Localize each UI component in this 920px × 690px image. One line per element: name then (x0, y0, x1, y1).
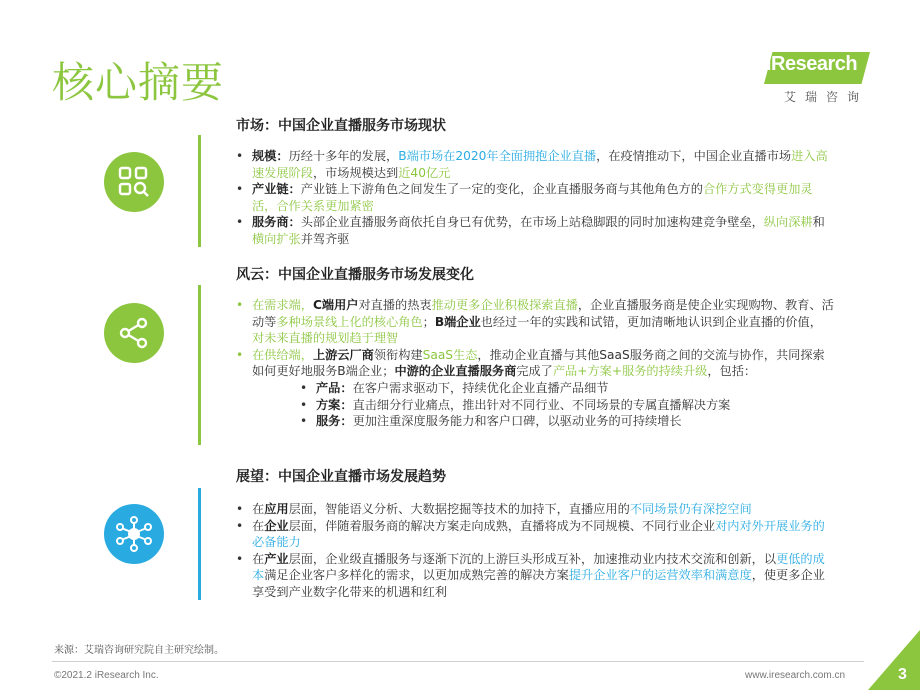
copyright: ©2021.2 iResearch Inc. (54, 670, 159, 681)
list-item: • 方案：直击细分行业痛点，推出针对不同行业、不同场景的专属直播解决方案 (300, 397, 834, 414)
section-divider-bar (198, 285, 201, 445)
trends-bullets (234, 297, 834, 430)
section-divider-bar (198, 488, 201, 600)
iresearch-logo (760, 48, 872, 106)
section-divider-bar (198, 135, 201, 247)
list-item: • 产品：在客户需求驱动下，持续优化企业直播产品细节 (300, 380, 834, 397)
source-note: 来源：艾瑞咨询研究院自主研究绘制。 (54, 645, 224, 656)
list-item: • 服务商：头部企业直播服务商依托自身已有优势，在市场上站稳脚跟的同时加速构建竞争壁垒，纵向深耕和横向扩张并驾齐驱 (234, 214, 834, 247)
section-heading-market: 市场：中国企业直播服务市场现状 (236, 118, 446, 134)
section-heading-outlook: 展望：中国企业直播市场发展趋势 (236, 469, 446, 485)
website-url: www.iresearch.com.cn (745, 670, 846, 681)
list-item: • 在供给端，上游云厂商领衔构建SaaS生态，推动企业直播与其他SaaS服务商之间的交流与协作，共同探索如何更好地服务B端企业；中游的企业直播服务商完成了产品+方案+服务的持续升级，包括： • 产品：在客户需求驱动下，持续优化企业直播产品细节 • 方案：直击细分行业痛点，推出针对不同行业、不同场景的专属直播解决方案 • 服务：更加注重深度服务能力和客户口碑，以驱动业务的可持续增长 (234, 347, 834, 430)
list-item: • 在需求端，C端用户对直播的热衷推动更多企业积极探索直播，企业直播服务商是使企业实现购物、教育、活动等多种场景线上化的核心角色；B端企业也经过一年的实践和试错，更加清晰地认识到企业直播的价值，对未来直播的规划趋于理智 (234, 297, 834, 347)
share-icon (104, 303, 164, 363)
list-item: • 规模：历经十多年的发展，B端市场在2020年全面拥抱企业直播，在疫情推动下，中国企业直播市场进入高速发展阶段，市场规模达到近40亿元 (234, 148, 834, 181)
market-bullets (234, 148, 834, 248)
logo-subtitle: 艾瑞咨询 (784, 90, 869, 104)
list-item: • 在企业层面，伴随着服务商的解决方案走向成熟，直播将成为不同规模、不同行业企业对内对外开展业务的必备能力 (234, 518, 834, 551)
section-heading-trends: 风云：中国企业直播服务市场发展变化 (236, 267, 474, 283)
list-item: • 产业链：产业链上下游角色之间发生了一定的变化，企业直播服务商与其他角色方的合作方式变得更加灵活，合作关系更加紧密 (234, 181, 834, 214)
page-corner-decoration (868, 630, 920, 690)
grid-search-icon (104, 152, 164, 212)
sub-bullets (300, 380, 834, 430)
footer-divider (52, 661, 864, 662)
page-title: 核心摘要 (52, 58, 225, 107)
network-icon (104, 504, 164, 564)
outlook-bullets (234, 501, 834, 601)
page-number: 3 (898, 666, 907, 683)
list-item: • 在产业层面，企业级直播服务与逐渐下沉的上游巨头形成互补，加速推动业内技术交流和创新，以更低的成本满足企业客户多样化的需求，以更加成熟完善的解决方案提升企业客户的运营效率和满意度，使更多企业享受到产业数字化带来的机遇和红利 (234, 551, 834, 601)
list-item: • 服务：更加注重深度服务能力和客户口碑，以驱动业务的可持续增长 (300, 413, 834, 430)
logo-brand: iResearch (766, 53, 858, 75)
list-item: • 在应用层面，智能语义分析、大数据挖掘等技术的加持下，直播应用的不同场景仍有深挖空间 (234, 501, 834, 518)
